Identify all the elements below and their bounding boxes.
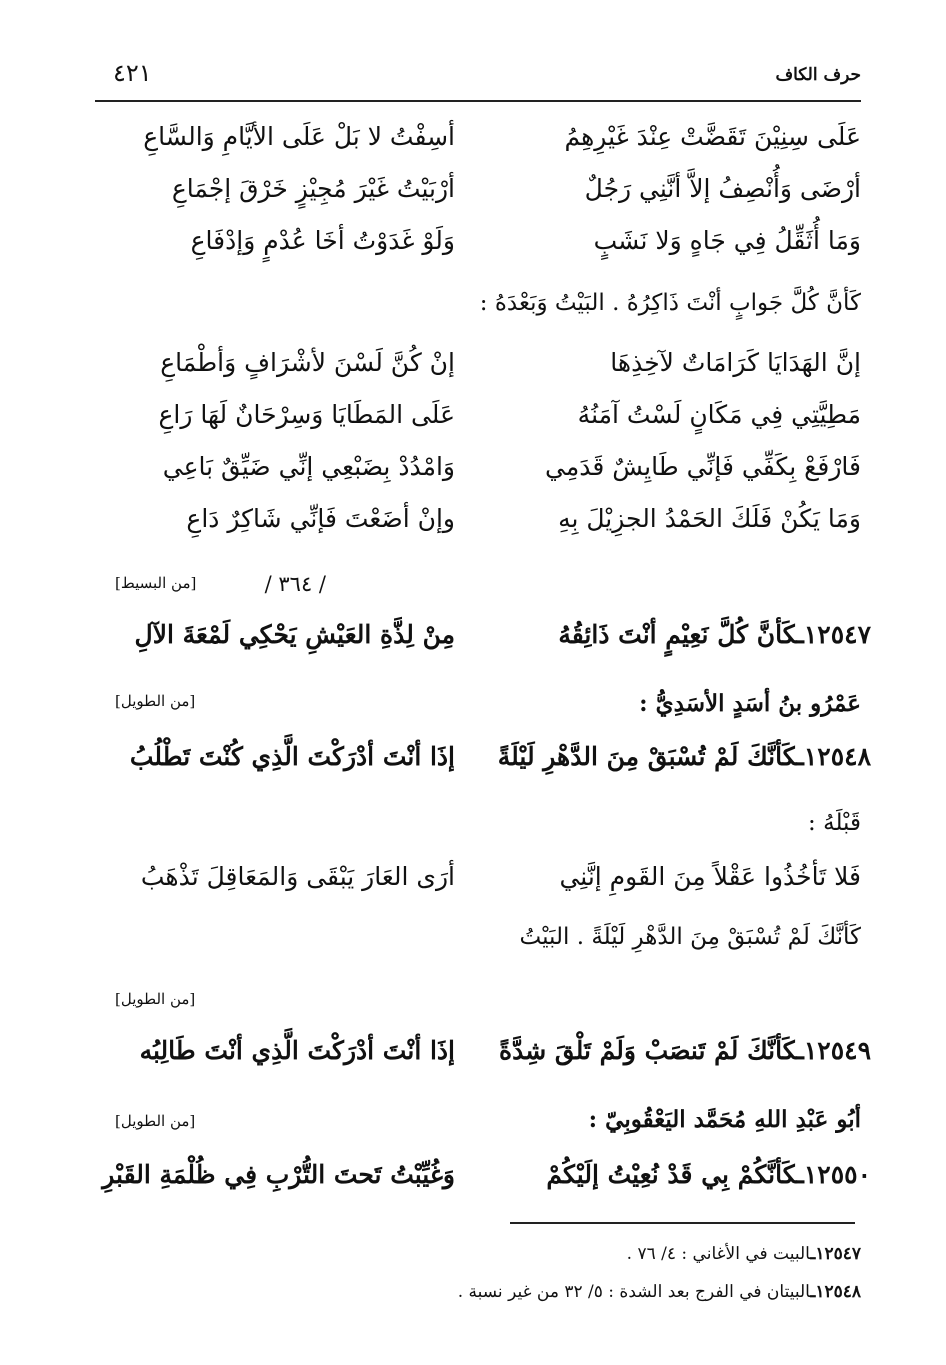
hemistich-left: إنْ كُنَّ لَسْنَ لأشْرَافٍ وَأطْمَاعِ	[160, 348, 455, 377]
page-reference: / ٣٦٤ /	[264, 572, 326, 596]
header-rule	[95, 100, 861, 102]
hemistich-right	[516, 620, 871, 649]
prose-line	[115, 924, 861, 964]
footnote-number: ١٢٥٤٧ـ	[810, 1244, 861, 1264]
footnote	[627, 1244, 861, 1264]
hemistich-right: وَمَا يَكُنْ فَلَكَ الحَمْدُ الجزِيْلَ بِهِ	[558, 504, 861, 533]
hemistich-right	[498, 1036, 871, 1065]
hemistich-right: فَارْفَعْ بِكَفِّي فَإنِّي طَايِشٌ قَدَمِي	[545, 452, 861, 481]
verse-line	[115, 348, 861, 388]
meter-label: [من الطويل]	[115, 990, 196, 1008]
footnote	[458, 1282, 861, 1302]
verse-number: ١٢٥٤٧ـ	[796, 620, 871, 649]
verse-line	[115, 504, 861, 544]
hemistich-left: وإنْ أضَعْتَ فَإنِّي شَاكِرٌ دَاعِ	[186, 504, 455, 533]
verse-number: ١٢٥٤٩ـ	[796, 1036, 871, 1065]
verse-line	[115, 226, 861, 266]
verse-line	[115, 452, 861, 492]
hemistich-right	[511, 1160, 871, 1189]
hemistich-right: وَمَا أُثَقِّلُ فِي جَاهٍ وَلا نَشَبٍ	[593, 226, 861, 255]
hemistich-left: وَلَوْ غَدَوْتُ أخَا عُدْمٍ وَإدْفَاعِ	[190, 226, 455, 255]
hemistich-right: عَلَى سِنِيْنَ تَقَضَّتْ عِنْدَ غَيْرِهِمُ	[564, 122, 861, 151]
hemistich-left: مِنْ لِذَّةِ العَيْشِ يَحْكِي لَمْعَةَ الآلِ	[134, 620, 455, 649]
hemistich-left: أسِفْتُ لا بَلْ عَلَى الأيَّامِ وَالسَّاعِ	[143, 122, 455, 151]
hemistich-left: أرَى العَارَ يَبْقَى وَالمَعَاقِلَ تَذْهَبُ	[140, 862, 455, 891]
verse-line	[115, 174, 861, 214]
numbered-verse	[115, 1036, 871, 1078]
verse-line	[115, 122, 861, 162]
verse-line	[115, 400, 861, 440]
poet-line	[115, 1106, 861, 1146]
hemistich-text: كَأنَّكَ لَمْ تَنصَبْ وَلَمْ تَلْقَ شِدَّةً	[498, 1036, 797, 1065]
prose-text: كَأنَّكَ لَمْ تُسْبَقْ مِنَ الدَّهْرِ لَيْلَةً . البَيْتُ	[519, 924, 861, 950]
numbered-verse	[102, 1160, 871, 1202]
prose-line	[115, 290, 861, 330]
hemistich-right: أرْضَى وَأُنْصِفُ إلاَّ أنَّنِي رَجُلٌ	[584, 174, 861, 203]
running-head: حرف الكاف	[775, 65, 861, 85]
prose-text: قَبْلَهُ :	[808, 810, 861, 836]
hemistich-right: مَطِيَّتِي فِي مَكَانٍ لَسْتُ آمَنُهُ	[577, 400, 861, 429]
footnote-number: ١٢٥٤٨ـ	[810, 1282, 861, 1302]
footnote-text: البيت في الأغاني : ٤/ ٧٦ .	[626, 1244, 811, 1264]
poet-name: أبُو عَبْدِ اللهِ مُحَمَّد اليَعْقُوبِيّ :	[588, 1106, 861, 1133]
hemistich-left: وَغُيِّبْتُ تَحتَ التُّرْبِ فِي ظُلْمَةِ القَبْرِ	[102, 1160, 455, 1189]
hemistich-left: إذَا أنْتَ أدْرَكْتَ الَّذِي كُنْتَ تَطْلُبُ	[129, 742, 455, 771]
poet-line	[115, 690, 861, 730]
numbered-verse	[115, 620, 871, 662]
hemistich-left: إذَا أنْتَ أدْرَكْتَ الَّذِي أنْتَ طَالِبُه	[139, 1036, 455, 1065]
numbered-verse	[115, 742, 871, 784]
hemistich-text: كَأنَّ كُلَّ نَعِيْمٍ أنْتَ ذَائِقُهُ	[558, 620, 797, 649]
hemistich-right: إنَّ الهَدَايَا كَرَامَاتٌ لآخِذِهَا	[610, 348, 861, 377]
poet-name: عَمْرُو بنُ أسَدٍ الأسَدِيُّ :	[639, 690, 861, 717]
page-number: ٤٢١	[113, 59, 152, 87]
hemistich-left: وَامْدُدْ بِضَبْعِي إنِّي ضَيِّقٌ بَاعِي	[162, 452, 455, 481]
hemistich-text: كَأنَّكُمْ بِي قَدْ نُعِيْتُ إلَيْكُمْ	[546, 1160, 797, 1189]
hemistich-left: أرْبَيْتُ غَيْرَ مُجِيْزٍ خَرْقَ إجْمَاعِ	[171, 174, 455, 203]
verse-number: ١٢٥٥٠ـ	[796, 1160, 871, 1189]
prose-line	[115, 810, 861, 850]
meter-label: [من البسيط]	[115, 574, 197, 592]
prose-text: كَأنَّ كُلَّ جَوابٍ أنْتَ ذَاكِرُهُ . البَيْتُ وَبَعْدَهُ :	[479, 290, 861, 316]
meter-label: [من الطويل]	[115, 1112, 196, 1130]
hemistich-right	[497, 742, 871, 771]
page-header	[95, 55, 861, 95]
verse-number: ١٢٥٤٨ـ	[796, 742, 871, 771]
verse-line	[115, 862, 861, 902]
hemistich-text: كَأنَّكَ لَمْ تُسْبَقْ مِنَ الدَّهْرِ لَيْلَةً	[497, 742, 797, 771]
meter-label: [من الطويل]	[115, 692, 196, 710]
hemistich-left: عَلَى المَطَايَا وَسِرْحَانٌ لَهَا رَاعِ	[158, 400, 455, 429]
hemistich-right: فَلا تَأخُذُوا عَقْلاً مِنَ القَومِ إنَّنِي	[559, 862, 861, 891]
footnote-text: البيتان في الفرج بعد الشدة : ٥/ ٣٢ من غير نسبة .	[457, 1282, 811, 1302]
footnote-rule	[510, 1222, 855, 1224]
